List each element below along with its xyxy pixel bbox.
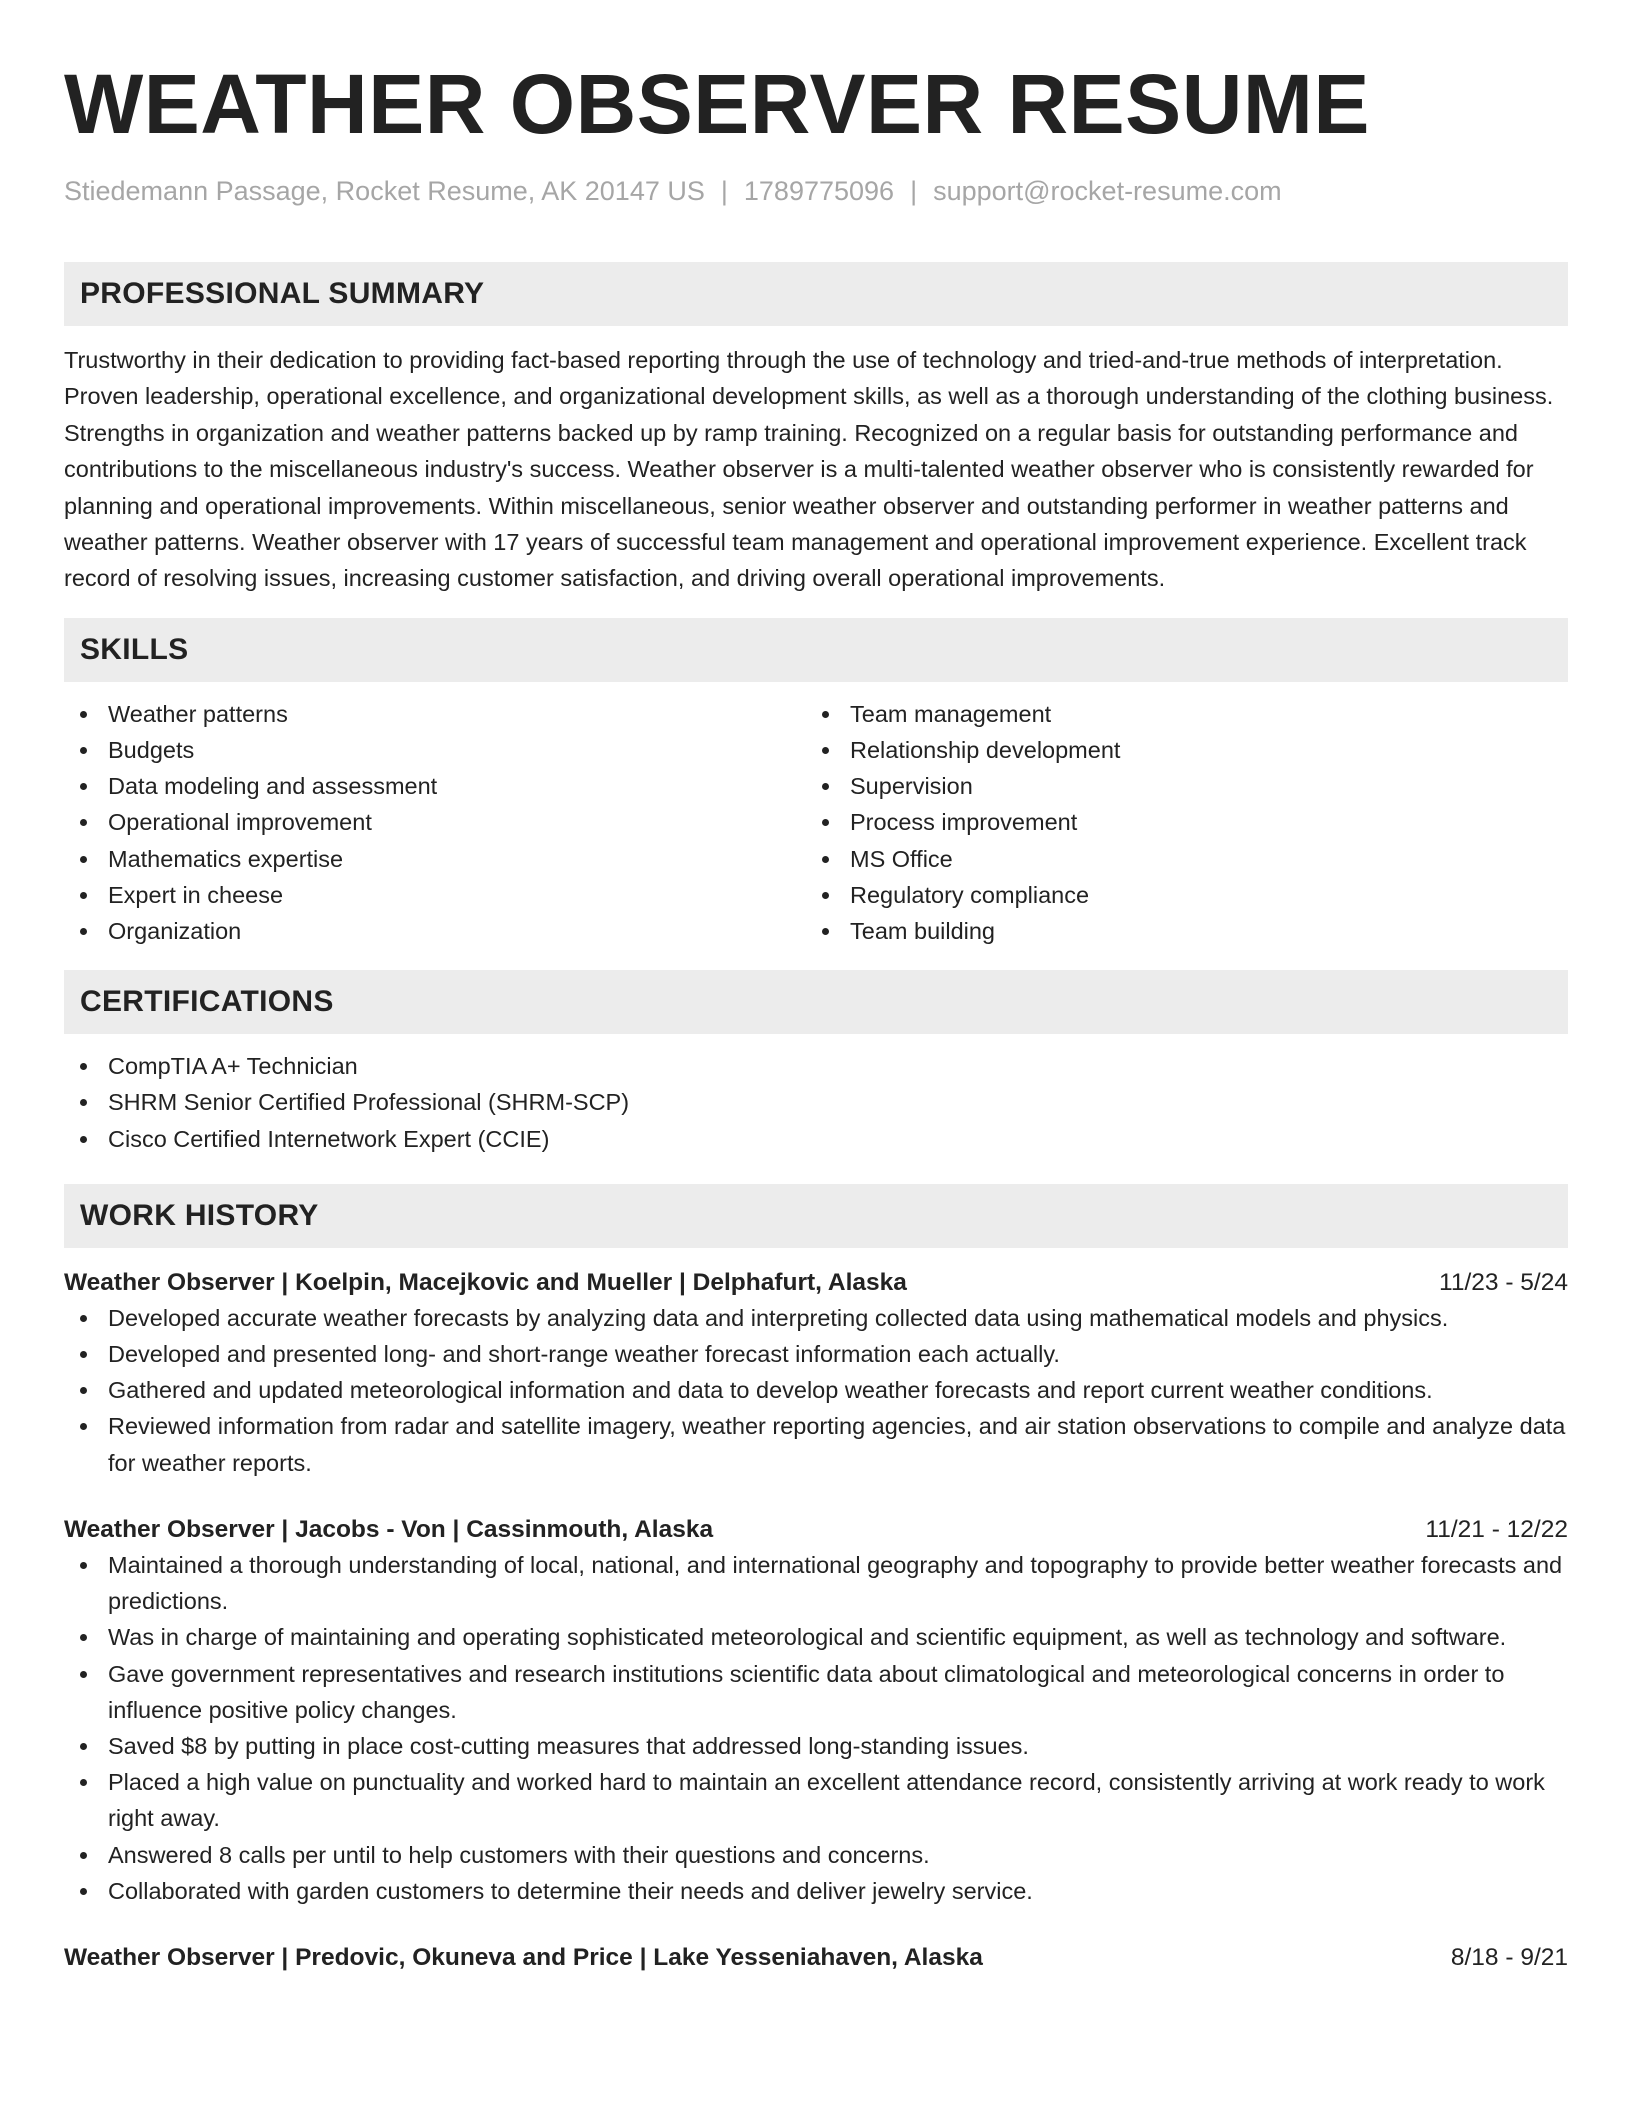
skill-item: Supervision	[806, 768, 1548, 804]
skill-item: Team management	[806, 696, 1548, 732]
certifications-heading: CERTIFICATIONS	[64, 970, 1568, 1034]
job-title: Weather Observer | Koelpin, Macejkovic and Mueller | Delphafurt, Alaska	[64, 1268, 907, 1296]
summary-text: Trustworthy in their dedication to providing fact-based reporting through the use of technology and tried-and-true methods of interpretation. Proven leadership, operational excellence, and organizational development skills, as well as a thorough understanding of the clothing business. Strengths in organization and weather patterns backed up by ramp training. Recognized on a regular basis for outstanding performance and contributions to the miscellaneous industry's success. Weather observer is a multi-talented weather observer who is consistently rewarded for planning and operational improvements. Within miscellaneous, senior weather observer and outstanding performer in weather patterns and weather patterns. Weather observer with 17 years of successful team management and operational improvement experience. Excellent track record of resolving issues, increasing customer satisfaction, and driving overall operational improvements.	[64, 347, 1554, 592]
contact-address: Stiedemann Passage, Rocket Resume, AK 20147 US	[64, 176, 705, 206]
certification-item: Cisco Certified Internetwork Expert (CCIE)	[64, 1121, 1568, 1157]
job-entry	[64, 1941, 1568, 1975]
job-duty: Was in charge of maintaining and operating sophisticated meteorological and scientific equipment, as well as technology and software.	[64, 1619, 1568, 1655]
job-duty: Developed and presented long- and short-range weather forecast information each actually.	[64, 1336, 1568, 1372]
skill-item: Organization	[64, 913, 806, 949]
skills-column-right	[806, 696, 1548, 949]
job-duty: Gave government representatives and research institutions scientific data about climatological and meteorological concerns in order to influence positive policy changes.	[64, 1656, 1568, 1728]
contact-line	[64, 174, 1568, 208]
job-header	[64, 1513, 1568, 1547]
skill-item: MS Office	[806, 841, 1548, 877]
job-duties	[64, 1300, 1568, 1481]
skills-list	[64, 696, 1568, 949]
job-header	[64, 1941, 1568, 1975]
skill-item: Data modeling and assessment	[64, 768, 806, 804]
job-duty: Maintained a thorough understanding of local, national, and international geography and topography to provide better weather forecasts and predictions.	[64, 1547, 1568, 1619]
certification-item: SHRM Senior Certified Professional (SHRM-SCP)	[64, 1084, 1568, 1120]
job-duty: Saved $8 by putting in place cost-cutting measures that addressed long-standing issues.	[64, 1728, 1568, 1764]
certification-item: CompTIA A+ Technician	[64, 1048, 1568, 1084]
skill-item: Weather patterns	[64, 696, 806, 732]
skill-item: Relationship development	[806, 732, 1548, 768]
job-title: Weather Observer | Predovic, Okuneva and Price | Lake Yesseniahaven, Alaska	[64, 1943, 983, 1971]
contact-phone: 1789775096	[743, 176, 895, 206]
contact-email[interactable]: support@rocket-resume.com	[933, 176, 1282, 206]
skill-item: Operational improvement	[64, 804, 806, 840]
job-dates: 8/18 - 9/21	[1450, 1943, 1568, 1971]
job-duty: Answered 8 calls per until to help customers with their questions and concerns.	[64, 1837, 1568, 1873]
resume-page	[64, 0, 1568, 1975]
job-duties	[64, 1547, 1568, 1909]
skill-item: Team building	[806, 913, 1548, 949]
job-header	[64, 1266, 1568, 1300]
skill-item: Expert in cheese	[64, 877, 806, 913]
skill-item: Process improvement	[806, 804, 1548, 840]
skills-column-left	[64, 696, 806, 949]
job-duty: Placed a high value on punctuality and worked hard to maintain an excellent attendance record, consistently arriving at work ready to work right away.	[64, 1764, 1568, 1836]
skill-item: Regulatory compliance	[806, 877, 1548, 913]
job-duty: Collaborated with garden customers to determine their needs and deliver jewelry service.	[64, 1873, 1568, 1909]
job-duty: Gathered and updated meteorological information and data to develop weather forecasts and report current weather conditions.	[64, 1372, 1568, 1408]
job-entry	[64, 1266, 1568, 1481]
job-entry	[64, 1513, 1568, 1909]
skills-heading: SKILLS	[64, 618, 1568, 682]
contact-separator: |	[720, 176, 728, 206]
skill-item: Mathematics expertise	[64, 841, 806, 877]
resume-title: WEATHER OBSERVER RESUME	[64, 57, 1370, 151]
summary-heading: PROFESSIONAL SUMMARY	[64, 262, 1568, 326]
skill-item: Budgets	[64, 732, 806, 768]
contact-separator: |	[910, 176, 918, 206]
job-duty: Developed accurate weather forecasts by analyzing data and interpreting collected data using mathematical models and physics.	[64, 1300, 1568, 1336]
certifications-list	[64, 1048, 1568, 1157]
job-duty: Reviewed information from radar and satellite imagery, weather reporting agencies, and air station observations to compile and analyze data for weather reports.	[64, 1408, 1568, 1480]
job-dates: 11/23 - 5/24	[1439, 1268, 1568, 1296]
work-history-heading: WORK HISTORY	[64, 1184, 1568, 1248]
job-dates: 11/21 - 12/22	[1425, 1515, 1568, 1543]
job-title: Weather Observer | Jacobs - Von | Cassinmouth, Alaska	[64, 1515, 714, 1543]
